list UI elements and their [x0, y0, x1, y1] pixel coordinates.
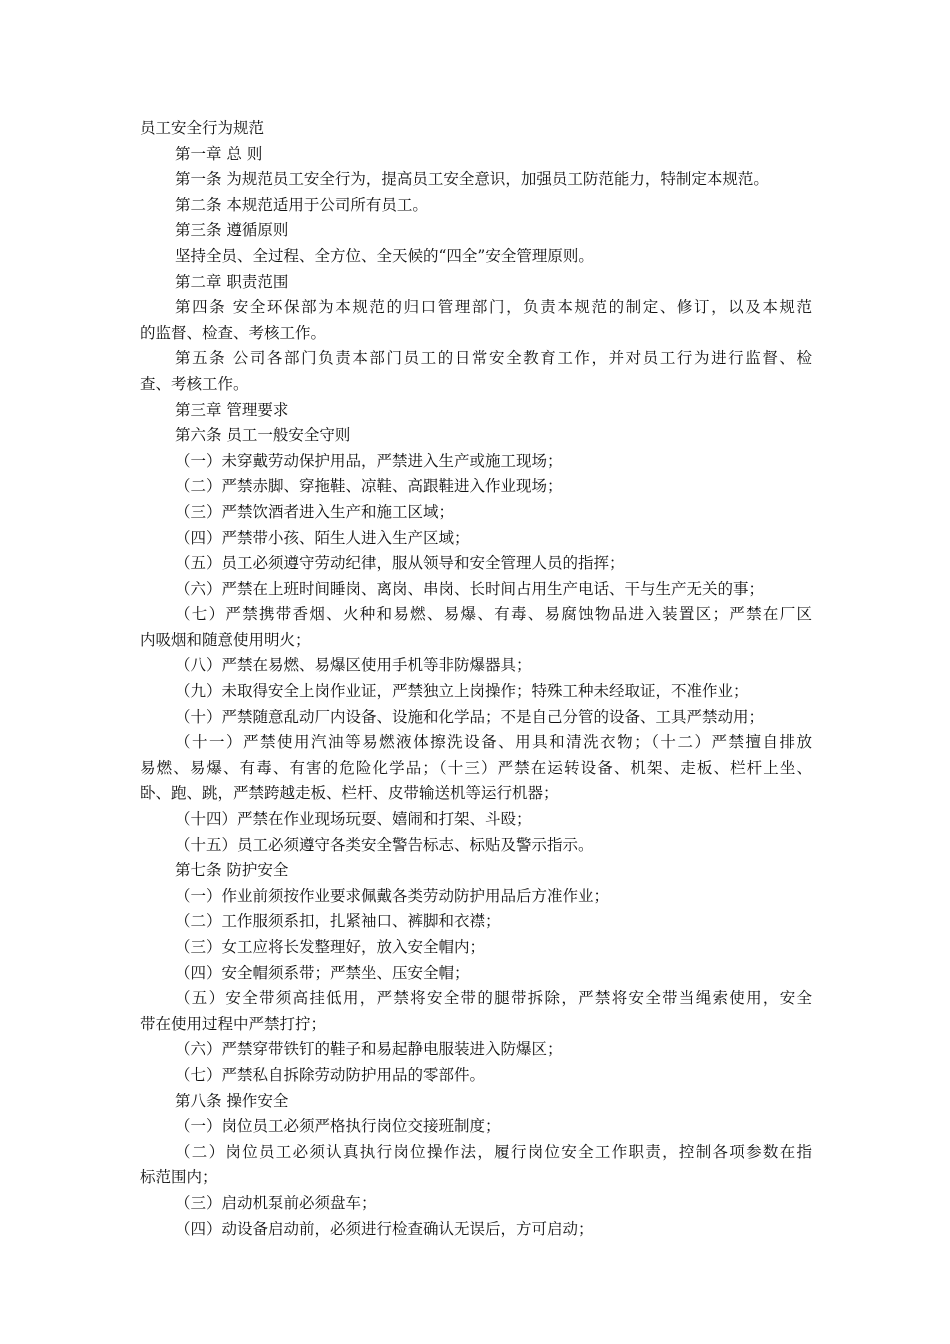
document-line: （四）严禁带小孩、陌生人进入生产区域； — [175, 528, 470, 547]
document-line: 第一章 总 则 — [175, 144, 263, 163]
document-line: （四）安全帽须系带；严禁坐、压安全帽； — [175, 963, 470, 982]
document-line: 第五条 公司各部门负责本部门员工的日常安全教育工作，并对员工行为进行监督、检 — [175, 349, 812, 368]
document-line: 坚持全员、全过程、全方位、全天候的“四全”安全管理原则。 — [175, 246, 594, 265]
document-line: 第二章 职责范围 — [175, 272, 289, 291]
document-line: 第二条 本规范适用于公司所有员工。 — [175, 195, 428, 214]
document-title: 员工安全行为规范 — [140, 119, 265, 137]
document-line: （十五）员工必须遵守各类安全警告标志、标贴及警示指示。 — [175, 835, 594, 854]
document-line: 易燃、易爆、有毒、有害的危险化学品；（十三）严禁在运转设备、机架、走板、栏杆上坐、 — [140, 758, 812, 777]
document-line: （七）严禁携带香烟、火种和易燃、易爆、有毒、易腐蚀物品进入装置区；严禁在厂区 — [175, 605, 812, 624]
document-line: 第七条 防护安全 — [175, 861, 289, 880]
document-line: 的监督、检查、考核工作。 — [140, 323, 327, 342]
document-line: （三）严禁饮酒者进入生产和施工区域； — [175, 502, 455, 521]
document-line: 第八条 操作安全 — [175, 1091, 289, 1110]
document-line: （一）未穿戴劳动保护用品，严禁进入生产或施工现场； — [175, 451, 563, 470]
document-line: 第三章 管理要求 — [175, 400, 289, 419]
document-line: 第一条 为规范员工安全行为，提高员工安全意识，加强员工防范能力，特制定本规范。 — [175, 170, 769, 189]
document-line: （五）员工必须遵守劳动纪律，服从领导和安全管理人员的指挥； — [175, 554, 625, 573]
document-line: （六）严禁在上班时间睡岗、离岗、串岗、长时间占用生产电话、干与生产无关的事； — [175, 579, 765, 598]
document-line: 第四条 安全环保部为本规范的归口管理部门，负责本规范的制定、修订，以及本规范 — [175, 298, 812, 317]
document-line: （二）工作服须系扣，扎紧袖口、裤脚和衣襟； — [175, 912, 501, 931]
document-line: （十）严禁随意乱动厂内设备、设施和化学品；不是自己分管的设备、工具严禁动用； — [175, 707, 765, 726]
document-page — [140, 116, 812, 1242]
document-line: （三）启动机泵前必须盘车； — [175, 1193, 377, 1212]
document-line: 带在使用过程中严禁打拧； — [140, 1014, 327, 1033]
document-line: （四）动设备启动前，必须进行检查确认无误后，方可启动； — [175, 1219, 594, 1238]
document-line: 卧、跑、跳，严禁跨越走板、栏杆、皮带输送机等运行机器； — [140, 784, 559, 803]
document-line: （六）严禁穿带铁钉的鞋子和易起静电服装进入防爆区； — [175, 1040, 563, 1059]
document-line: （十一）严禁使用汽油等易燃液体擦洗设备、用具和清洗衣物；（十二）严禁擅自排放 — [175, 733, 812, 752]
document-line: （二）严禁赤脚、穿拖鞋、凉鞋、高跟鞋进入作业现场； — [175, 477, 563, 496]
document-line: 标范围内； — [140, 1168, 218, 1187]
document-line: 第六条 员工一般安全守则 — [175, 426, 351, 445]
document-body — [140, 142, 812, 1243]
document-line: （二）岗位员工必须认真执行岗位操作法，履行岗位安全工作职责，控制各项参数在指 — [175, 1142, 812, 1161]
document-line: （一）岗位员工必须严格执行岗位交接班制度； — [175, 1117, 501, 1136]
document-line: 第三条 遵循原则 — [175, 221, 289, 240]
document-line: （十四）严禁在作业现场玩耍、嬉闹和打架、斗殴； — [175, 810, 532, 829]
document-line: （八）严禁在易燃、易爆区使用手机等非防爆器具； — [175, 656, 532, 675]
document-line: 查、考核工作。 — [140, 374, 249, 393]
document-line: （七）严禁私自拆除劳动防护用品的零部件。 — [175, 1065, 486, 1084]
document-line: （一）作业前须按作业要求佩戴各类劳动防护用品后方准作业； — [175, 886, 610, 905]
document-line: 内吸烟和随意使用明火； — [140, 630, 311, 649]
document-line: （九）未取得安全上岗作业证，严禁独立上岗操作；特殊工种未经取证，不准作业； — [175, 682, 749, 701]
document-line: （五）安全带须高挂低用，严禁将安全带的腿带拆除，严禁将安全带当绳索使用，安全 — [175, 989, 812, 1008]
document-line: （三）女工应将长发整理好，放入安全帽内； — [175, 938, 486, 956]
